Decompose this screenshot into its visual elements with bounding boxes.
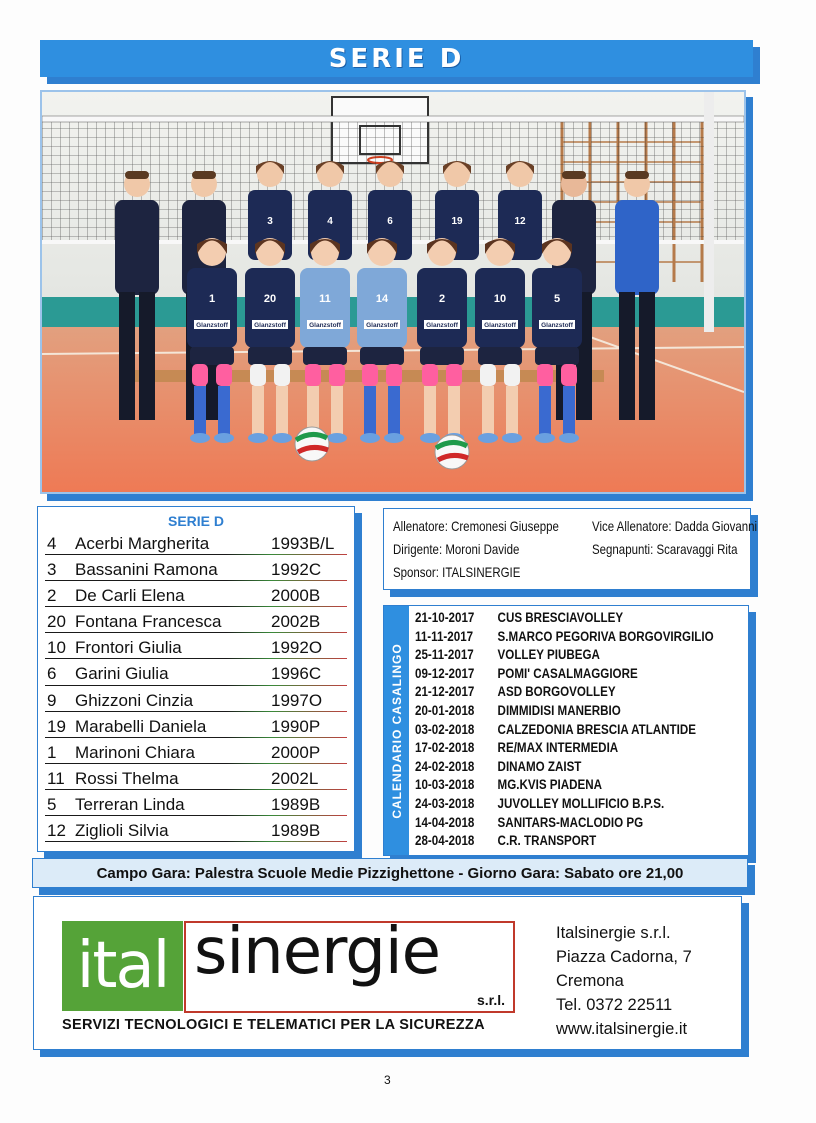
match-date: 09-12-2017 [415, 665, 475, 681]
roster-row [45, 557, 347, 583]
match-date: 24-02-2018 [415, 758, 475, 774]
torso [115, 200, 159, 295]
player-year-role [271, 609, 320, 635]
volleyball [295, 427, 329, 461]
address-line: Italsinergie s.r.l. [556, 924, 671, 942]
shoe [272, 433, 292, 443]
calendar-row [415, 815, 643, 834]
calendar-row [415, 722, 696, 741]
leg [139, 292, 155, 420]
shorts [535, 347, 579, 365]
shoe [190, 433, 210, 443]
kneepad [422, 364, 438, 386]
match-date: 21-10-2017 [415, 610, 475, 625]
address-line: Piazza Cadorna, 7 [556, 948, 692, 966]
roster-row [45, 740, 347, 766]
staff-allenatore: Allenatore: Cremonesi Giuseppe [393, 518, 559, 534]
player-number: 4 [47, 534, 57, 553]
row-divider [45, 711, 347, 712]
match-date: 21-12-2017 [415, 684, 475, 700]
shorts [190, 347, 234, 365]
player-role: B [308, 612, 321, 632]
calendar-row [415, 647, 600, 666]
jersey [417, 268, 467, 348]
player-year-role [271, 792, 320, 818]
player-name: Bassanini Ramona [75, 560, 218, 580]
kneepad [386, 364, 402, 386]
jersey-sponsor: Glanzstoff [541, 322, 573, 329]
sponsor-logo-box [184, 915, 515, 1013]
player-name: Ziglioli Silvia [75, 821, 169, 841]
player-number: 20 [47, 612, 66, 632]
player-year: 1990 [271, 716, 309, 736]
calendar-row [415, 703, 621, 722]
player-role: B/L [308, 534, 335, 553]
staff-segnapunti: Segnapunti: Scaravaggi Rita [592, 541, 738, 557]
player-number: 11 [47, 768, 65, 788]
shorts [303, 347, 347, 365]
player-role: O [308, 690, 323, 710]
player-name: Marabelli Daniela [75, 716, 207, 736]
match-opponent: CUS BRESCIAVOLLEY [497, 610, 624, 625]
player-name: Frontori Giulia [75, 638, 182, 658]
sponsor-address [556, 921, 692, 1041]
row-divider [45, 685, 347, 686]
roster-row [45, 792, 347, 818]
staff-sponsor: Sponsor: ITALSINERGIE [393, 564, 521, 580]
player-role: C [308, 664, 322, 684]
player-name: Marinoni Chiara [75, 742, 195, 762]
logo-word-sinergie: sinergie [194, 915, 441, 989]
jersey [300, 268, 350, 348]
venue-banner [32, 858, 748, 888]
row-divider [45, 789, 347, 790]
player-number: 3 [47, 560, 57, 580]
leg [563, 386, 575, 434]
player-number: 12 [47, 821, 66, 841]
row-divider [45, 554, 347, 555]
roster-panel [37, 506, 355, 852]
row-divider [45, 815, 347, 816]
player-role: C [308, 560, 322, 580]
player-year: 1992 [271, 638, 309, 658]
jersey-number: 12 [514, 216, 526, 227]
player-number: 19 [47, 716, 66, 736]
match-date: 17-02-2018 [415, 740, 475, 756]
match-date: 20-01-2018 [415, 703, 475, 718]
jersey-sponsor: Glanzstoff [426, 322, 458, 329]
kneepad [216, 364, 232, 386]
team-photo [40, 90, 746, 494]
team-photo-svg [42, 92, 744, 492]
volleyball [435, 435, 469, 469]
row-divider [45, 737, 347, 738]
player-year-role [271, 818, 320, 844]
roster-row [45, 531, 347, 557]
shorts [420, 347, 464, 365]
shorts [360, 347, 404, 365]
staff-panel [383, 508, 758, 590]
player-year: 1992 [271, 560, 309, 580]
calendar-row [415, 740, 618, 759]
match-opponent: MG.KVIS PIADENA [497, 777, 603, 793]
jersey-number: 4 [327, 216, 333, 227]
shoe [420, 433, 440, 443]
jersey [357, 268, 407, 348]
leg [194, 386, 206, 434]
calendar-panel [383, 605, 749, 856]
shoe [248, 433, 268, 443]
hair [192, 171, 216, 179]
page-title-bar [40, 40, 753, 77]
jersey-number: 3 [267, 216, 273, 227]
player-year-role [271, 740, 320, 766]
player-number: 1 [47, 742, 57, 762]
jersey-number: 19 [451, 216, 463, 227]
player-role: B [308, 794, 321, 814]
address-line: Tel. 0372 22511 [556, 996, 673, 1014]
shorts [248, 347, 292, 365]
roster-title: SERIE D [167, 513, 224, 529]
match-opponent: SANITARS-MACLODIO PG [497, 814, 644, 830]
roster-list [38, 531, 354, 844]
calendar-label: CALENDARIO CASALINGO [389, 642, 404, 819]
shoe [384, 433, 404, 443]
player-name: Fontana Francesca [75, 612, 222, 632]
row-divider [45, 580, 347, 581]
match-date: 25-11-2017 [415, 647, 474, 663]
jersey [245, 268, 295, 348]
leg [331, 386, 343, 434]
player-year-role [271, 531, 334, 557]
shoe [478, 433, 498, 443]
leg [424, 386, 436, 434]
match-date: 24-03-2018 [415, 796, 475, 811]
kneepad [446, 364, 462, 386]
row-divider [45, 632, 347, 633]
calendar-row [415, 759, 581, 778]
shoe [559, 433, 579, 443]
player-role: O [308, 638, 323, 658]
player-year-role [271, 661, 321, 687]
leg [539, 386, 551, 434]
roster-row [45, 609, 347, 635]
row-divider [45, 841, 347, 842]
leg [252, 386, 264, 434]
kneepad [250, 364, 266, 386]
jersey [187, 268, 237, 348]
match-date: 14-04-2018 [415, 814, 475, 830]
player-year: 1989 [271, 794, 309, 814]
kneepad [504, 364, 520, 386]
player-name: Acerbi Margherita [75, 534, 210, 553]
leg [276, 386, 288, 434]
leg [639, 292, 655, 420]
jersey-number: 14 [375, 293, 389, 305]
jersey-number: 20 [263, 293, 277, 305]
player-year: 1989 [271, 821, 309, 841]
page-title: SERIE D [328, 43, 465, 74]
player-year-role [271, 557, 321, 583]
staff-vice-allenatore: Vice Allenatore: Dadda Giovanni [592, 518, 758, 534]
player-year: 1997 [271, 690, 309, 710]
roster-row [45, 635, 347, 661]
row-divider [45, 606, 347, 607]
kneepad [537, 364, 553, 386]
match-date: 28-04-2018 [415, 833, 475, 849]
logo-word-ital: ital [76, 929, 169, 1003]
player-year-role [271, 688, 322, 714]
player-name: Rossi Thelma [75, 768, 179, 788]
jersey-sponsor: Glanzstoff [309, 322, 341, 329]
match-opponent: VOLLEY PIUBEGA [497, 647, 600, 663]
player-name: Terreran Linda [75, 794, 185, 814]
row-divider [45, 658, 347, 659]
hair [625, 171, 649, 179]
staff-dirigente: Dirigente: Moroni Davide [393, 541, 520, 557]
calendar-row [415, 833, 596, 852]
player-year: 1993 [271, 534, 309, 553]
kneepad [561, 364, 577, 386]
roster-row [45, 818, 347, 844]
kneepad [329, 364, 345, 386]
sponsor-website[interactable]: www.italsinergie.it [556, 1020, 688, 1038]
player-role: L [308, 768, 319, 788]
player-year-role [271, 766, 318, 792]
shoe [214, 433, 234, 443]
jersey-sponsor: Glanzstoff [196, 322, 228, 329]
logo-srl: s.r.l. [476, 992, 505, 1008]
player-year: 1996 [271, 664, 309, 684]
player-year-role [271, 583, 320, 609]
match-opponent: DIMMIDISI MANERBIO [497, 703, 621, 718]
player-number: 2 [47, 586, 57, 606]
roster-row [45, 766, 347, 792]
player-role: P [308, 742, 321, 762]
player-year-role [271, 635, 322, 661]
player-number: 6 [47, 664, 57, 684]
jersey-number: 10 [493, 293, 507, 305]
jersey-number: 2 [438, 293, 446, 305]
match-date: 03-02-2018 [415, 721, 475, 737]
jersey-sponsor: Glanzstoff [366, 322, 398, 329]
match-opponent: S.MARCO PEGORIVA BORGOVIRGILIO [497, 628, 714, 644]
jersey-sponsor: Glanzstoff [484, 322, 516, 329]
jersey [532, 268, 582, 348]
leg [218, 386, 230, 434]
jersey-sponsor: Glanzstoff [254, 322, 286, 329]
match-opponent: JUVOLLEY MOLLIFICIO B.P.S. [497, 796, 665, 811]
player-year-role [271, 714, 320, 740]
player-number: 5 [47, 794, 57, 814]
kneepad [192, 364, 208, 386]
roster-row [45, 714, 347, 740]
calendar-row [415, 629, 714, 648]
kneepad [362, 364, 378, 386]
player-year: 2000 [271, 586, 309, 606]
leg [448, 386, 460, 434]
calendar-row [415, 684, 616, 703]
hair [125, 171, 149, 179]
roster-row [45, 688, 347, 714]
roster-row [45, 583, 347, 609]
venue-text: Campo Gara: Palestra Scuole Medie Pizzighettone - Giorno Gara: Sabato ore 21,00 [96, 864, 684, 882]
player-year: 2002 [271, 768, 309, 788]
shoe [535, 433, 555, 443]
leg [619, 292, 635, 420]
calendar-row [415, 666, 638, 685]
jersey-number: 5 [553, 293, 561, 305]
player-number: 10 [47, 638, 66, 658]
kneepad [274, 364, 290, 386]
player-role: P [308, 716, 321, 736]
torso [615, 200, 659, 295]
player-name: Ghizzoni Cinzia [75, 690, 194, 710]
player-year: 2002 [271, 612, 309, 632]
match-opponent: RE/MAX INTERMEDIA [497, 740, 619, 756]
calendar-row [415, 610, 623, 629]
match-opponent: DINAMO ZAIST [497, 758, 582, 774]
jersey-number: 6 [387, 216, 393, 227]
sponsor-logo-green [62, 921, 183, 1011]
leg [388, 386, 400, 434]
kneepad [305, 364, 321, 386]
match-opponent: C.R. TRANSPORT [497, 833, 597, 849]
shoe [502, 433, 522, 443]
jersey [475, 268, 525, 348]
calendar-row [415, 796, 664, 815]
calendar-side-label [384, 606, 409, 855]
match-opponent: ASD BORGOVOLLEY [497, 684, 616, 700]
player-name: Garini Giulia [75, 664, 169, 684]
player-year: 2000 [271, 742, 309, 762]
leg [506, 386, 518, 434]
match-date: 10-03-2018 [415, 777, 475, 793]
shorts [478, 347, 522, 365]
jersey-number: 1 [208, 293, 216, 305]
leg [482, 386, 494, 434]
leg [119, 292, 135, 420]
address-line: Cremona [556, 972, 624, 990]
shoe [360, 433, 380, 443]
jersey-number: 11 [319, 293, 331, 305]
roster-row [45, 661, 347, 687]
kneepad [480, 364, 496, 386]
calendar-row [415, 777, 602, 796]
player-role: B [308, 586, 321, 606]
hair [562, 171, 586, 179]
sponsor-tagline: SERVIZI TECNOLOGICI E TELEMATICI PER LA SICUREZZA [62, 1017, 485, 1033]
player-name: De Carli Elena [75, 586, 185, 606]
match-date: 11-11-2017 [415, 628, 474, 644]
sponsor-panel [33, 896, 742, 1050]
match-opponent: CALZEDONIA BRESCIA ATLANTIDE [497, 721, 697, 737]
player-role: B [308, 821, 321, 841]
shoe [327, 433, 347, 443]
player-number: 9 [47, 690, 57, 710]
match-opponent: POMI' CASALMAGGIORE [497, 665, 638, 681]
page-number: 3 [384, 1073, 391, 1087]
leg [364, 386, 376, 434]
row-divider [45, 763, 347, 764]
